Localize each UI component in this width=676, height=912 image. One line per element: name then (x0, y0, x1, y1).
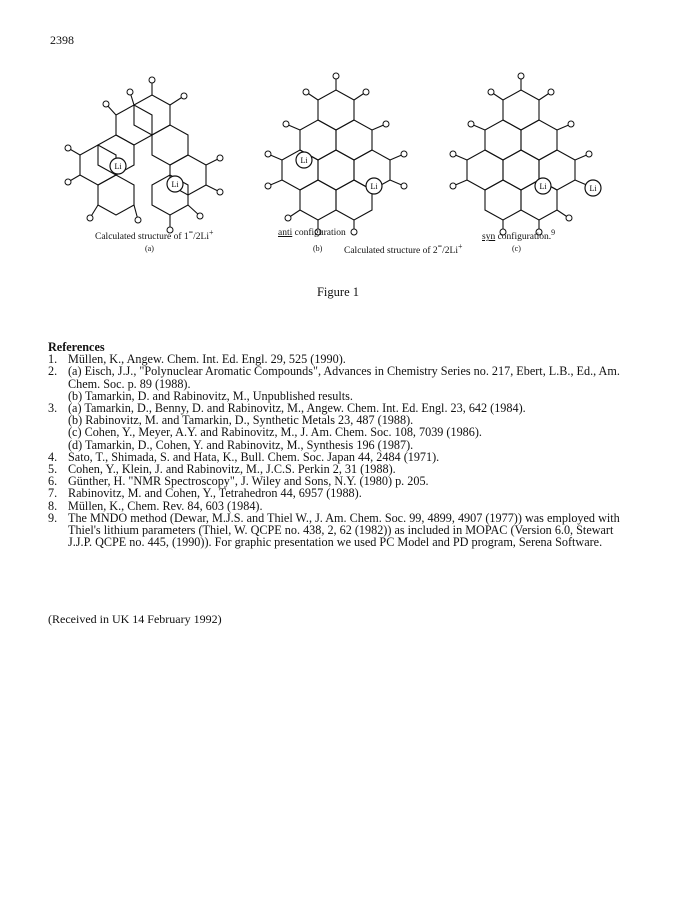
svg-text:Li: Li (589, 184, 597, 193)
reference-text: Rabinovitz, M. and Cohen, Y., Tetrahedron 44, 6957 (1988). (68, 486, 362, 501)
molecule-a-diagram (60, 60, 235, 243)
references-heading: References (48, 340, 105, 354)
caption-mid (344, 242, 462, 256)
caption-mid-plus: + (457, 242, 463, 251)
reference-item (48, 512, 623, 549)
label-b: (b) (313, 244, 323, 253)
reference-number: 2. (48, 364, 58, 379)
caption-a-plus: + (208, 228, 214, 237)
caption-a-tail: /2Li (193, 232, 209, 243)
label-c: (c) (512, 244, 521, 253)
li-atom-icon (366, 178, 382, 194)
references-section (48, 341, 623, 548)
label-a: (a) (145, 244, 154, 253)
caption-c-underlined: syn (482, 232, 496, 243)
reference-number: 5. (48, 462, 58, 477)
reference-text: The MNDO method (Dewar, M.J.S. and Thiel W., J. Am. Chem. Soc. 99, 4899, 4907 (1977)) was employed with Thiel's lithium parameters (Thiel, W. QCPE no. 438, 2, 62 (1982)) as included in MOPAC (Version 6.0, Stewart J.J.P. QCPE no. 445, (1990)). For graphic presentation we used PC Model and PD program, Serena Software. (68, 510, 620, 550)
li-atom-icon (585, 180, 601, 196)
svg-text:Li: Li (370, 182, 378, 191)
svg-text:Li: Li (300, 156, 308, 165)
figure-title: Figure 1 (316, 285, 359, 299)
reference-subitem: (c) Cohen, Y., Meyer, A.Y. and Rabinovitz, M., J. Am. Chem. Soc. 108, 7039 (1986). (68, 425, 482, 440)
reference-text: Müllen, K., Chem. Rev. 84, 603 (1984). (68, 498, 263, 513)
reference-number: 4. (48, 449, 58, 464)
svg-text:Li: Li (114, 162, 122, 171)
figure-area (60, 60, 620, 260)
caption-c-text: configuration. (497, 232, 552, 243)
reference-text: Sato, T., Shimada, S. and Hata, K., Bull. Chem. Soc. Japan 44, 2484 (1971). (68, 449, 440, 464)
caption-b-text: configuration (294, 228, 346, 238)
caption-mid-text: Calculated structure of 2 (344, 246, 438, 257)
caption-a-text: Calculated structure of 1 (95, 232, 189, 243)
caption-b (278, 228, 346, 238)
reference-number: 6. (48, 474, 58, 489)
received-note: (Received in UK 14 February 1992) (48, 612, 222, 626)
svg-text:Li: Li (171, 180, 179, 189)
caption-c (482, 228, 555, 242)
reference-item (48, 402, 623, 451)
caption-c-sup: 9 (551, 228, 556, 237)
caption-mid-tail: /2Li (442, 246, 458, 257)
reference-subitem: (b) Rabinovitz, M. and Tamarkin, D., Synthetic Metals 23, 487 (1988). (68, 413, 414, 428)
li-atom-icon (535, 178, 551, 194)
reference-number: 3. (48, 401, 58, 416)
reference-text: (a) Eisch, J.J., "Polynuclear Aromatic Compounds", Advances in Chemistry Series no. 217, Ebert, L.B., Ed., Am. Chem. Soc. p. 89 (1988). (68, 364, 620, 391)
caption-b-underlined: anti (278, 228, 293, 238)
li-atom-icon (110, 158, 126, 174)
li-atom-icon (296, 152, 312, 168)
li-atom-icon (167, 176, 183, 192)
caption-a-sup: = (188, 228, 194, 237)
caption-mid-sup: = (437, 242, 443, 251)
reference-text: Cohen, Y., Klein, J. and Rabinovitz, M., J.C.S. Perkin 2, 31 (1988). (68, 462, 396, 477)
reference-number: 7. (48, 486, 58, 501)
molecule-b-diagram (250, 60, 425, 240)
reference-number: 1. (48, 352, 58, 367)
molecule-c-diagram (435, 60, 610, 243)
reference-subitem: (d) Tamarkin, D., Cohen, Y. and Rabinovitz, M., Synthesis 196 (1987). (68, 437, 414, 452)
reference-text: Müllen, K., Angew. Chem. Int. Ed. Engl. 29, 525 (1990). (68, 352, 346, 367)
reference-number: 8. (48, 498, 58, 513)
reference-text: (a) Tamarkin, D., Benny, D. and Rabinovitz, M., Angew. Chem. Int. Ed. Engl. 23, 642 (1984). (68, 401, 526, 416)
reference-item (48, 365, 623, 402)
reference-subitem: (b) Tamarkin, D. and Rabinovitz, M., Unpublished results. (68, 388, 353, 403)
reference-number: 9. (48, 510, 58, 525)
caption-a (95, 228, 213, 242)
reference-text: Günther, H. "NMR Spectroscopy", J. Wiley and Sons, N.Y. (1980) p. 205. (68, 474, 429, 489)
svg-text:Li: Li (539, 182, 547, 191)
page-number: 2398 (50, 33, 74, 47)
